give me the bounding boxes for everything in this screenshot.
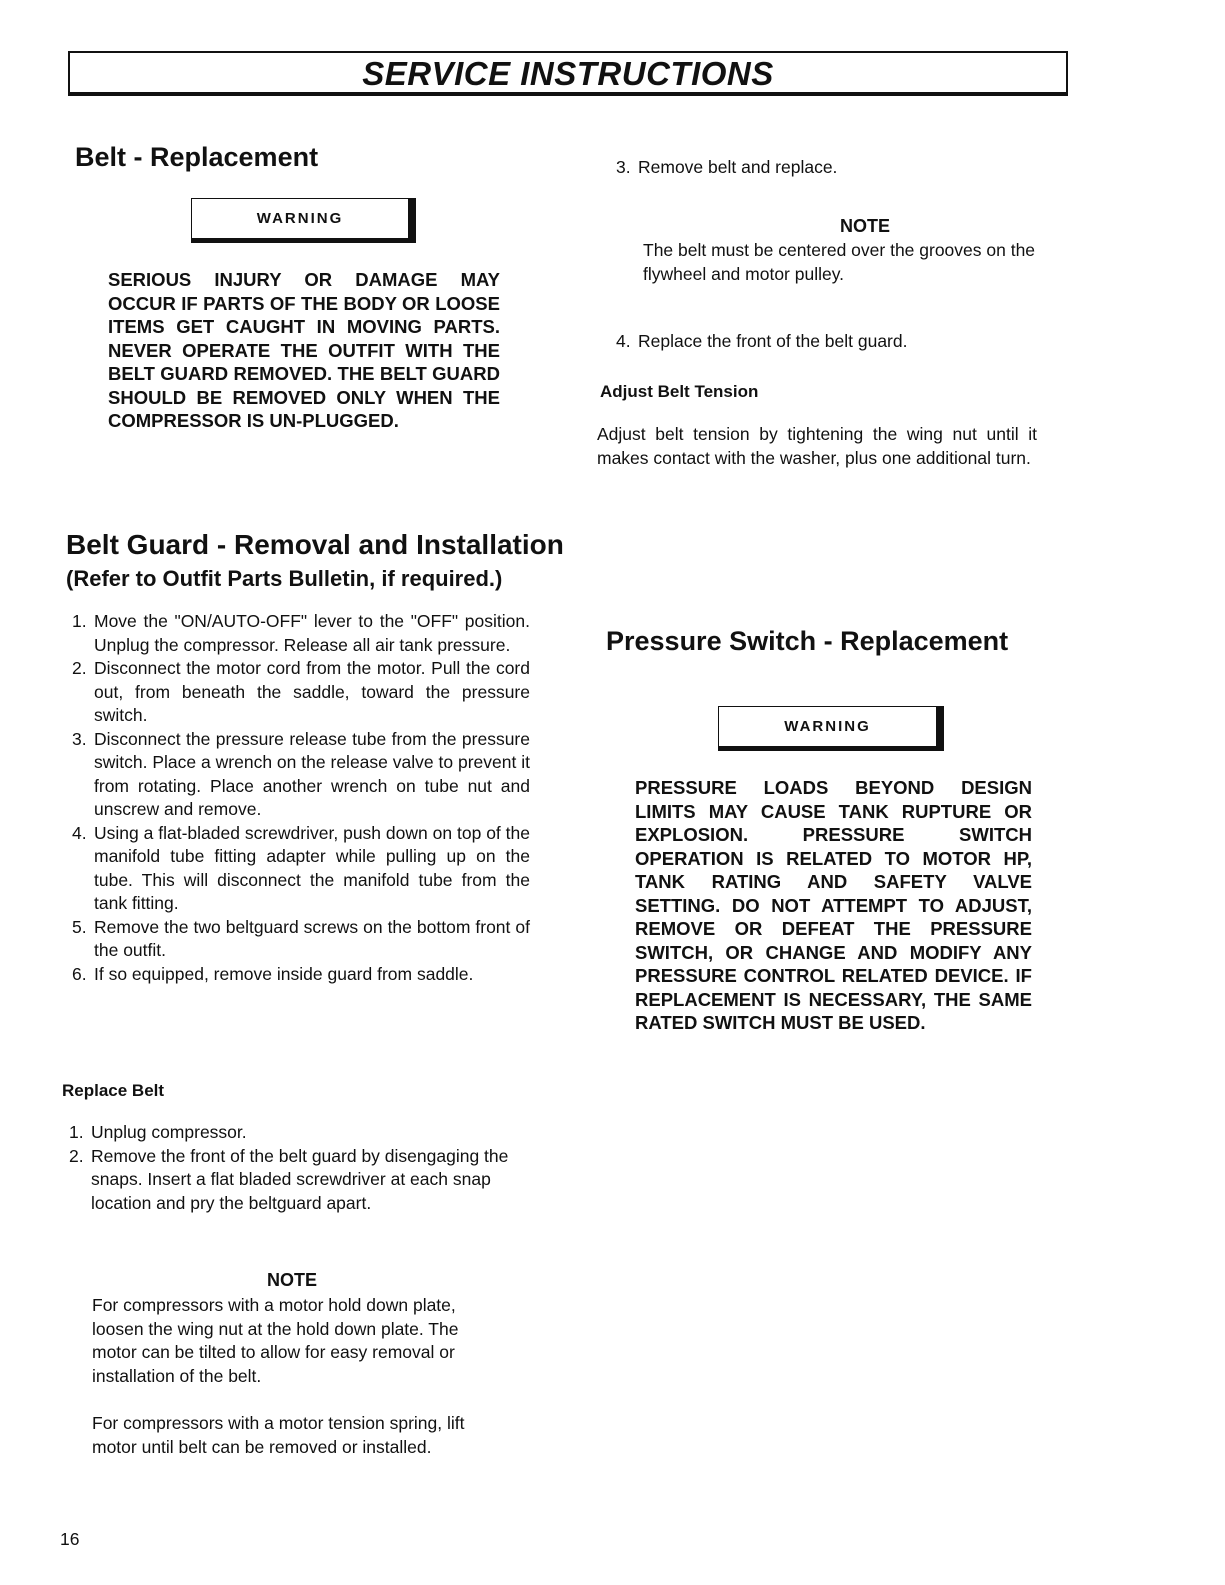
list-item: 1. Unplug compressor. xyxy=(69,1122,247,1142)
list-item: 6. If so equipped, remove inside guard from saddle. xyxy=(72,963,474,984)
warning-text-belt: SERIOUS INJURY OR DAMAGE MAY OCCUR IF PARTS OF THE BODY OR LOOSE ITEMS GET CAUGHT IN MOVING PARTS. NEVER OPERATE THE OUTFIT WITH THE BELT GUARD REMOVED. THE BELT GUARD SHOULD BE REMOVED ONLY WHEN THE COMPRESSOR IS UN-PLUGGED. xyxy=(108,269,500,431)
page-number: 16 xyxy=(60,1529,80,1549)
list-item: 3. Remove belt and replace. xyxy=(616,157,838,177)
note-text: For compressors with a motor hold down plate, loosen the wing nut at the hold down plate. The motor can be tilted to allow for easy removal or installation of the belt. xyxy=(92,1295,459,1386)
belt-guard-steps xyxy=(68,610,530,986)
note-text: For compressors with a motor tension spring, lift motor until belt can be removed or installed. xyxy=(92,1413,465,1457)
page-title: SERVICE INSTRUCTIONS xyxy=(362,55,774,92)
header-box xyxy=(68,51,1068,96)
section-heading-belt-guard: Belt Guard - Removal and Installation xyxy=(66,529,564,560)
list-item: 2. Disconnect the motor cord from the motor. Pull the cord out, from beneath the saddle, toward the pressure switch. xyxy=(72,658,530,725)
list-item: 5. Remove the two beltguard screws on the bottom front of the outfit. xyxy=(72,916,530,960)
list-item: 4. Replace the front of the belt guard. xyxy=(616,331,908,351)
replace-belt-steps xyxy=(65,1121,530,1215)
adjust-tension-text: Adjust belt tension by tightening the wing nut until it makes contact with the washer, plus one additional turn. xyxy=(597,424,1037,468)
note-title: NOTE xyxy=(266,1270,317,1290)
section-heading-belt-replacement: Belt - Replacement xyxy=(75,142,319,172)
right-steps-3 xyxy=(612,156,1032,180)
list-item: 3. Disconnect the pressure release tube from the pressure switch. Place a wrench on the release valve to prevent it from rotating. Place another wrench on tube nut and unscrew and remove. xyxy=(72,728,530,819)
warning-badge: WARNING xyxy=(191,198,416,243)
section-heading-pressure-switch: Pressure Switch - Replacement xyxy=(606,626,1009,656)
list-item: 1. Move the "ON/AUTO-OFF" lever to the "OFF" position. Unplug the compressor. Release all air tank pressure. xyxy=(72,611,530,655)
list-item: 2. Remove the front of the belt guard by disengaging the snaps. Insert a flat bladed screwdriver at each snap location and pry the beltguard apart. xyxy=(69,1145,509,1213)
note-text: The belt must be centered over the grooves on the flywheel and motor pulley. xyxy=(643,240,1036,284)
warning-text-pressure-switch: PRESSURE LOADS BEYOND DESIGN LIMITS MAY CAUSE TANK RUPTURE OR EXPLOSION. PRESSURE SWITCH OPERATION IS RELATED TO MOTOR HP, TANK RATING AND SAFETY VALVE SETTING. DO NOT ATTEMPT TO ADJUST, REMOVE OR DEFEAT THE PRESSURE SWITCH, OR CHANGE AND MODIFY ANY PRESSURE CONTROL RELATED DEVICE. IF REPLACEMENT IS NECESSARY, THE SAME RATED SWITCH MUST BE USED. xyxy=(635,777,1032,1033)
section-subheading-belt-guard: (Refer to Outfit Parts Bulletin, if required.) xyxy=(66,566,503,591)
section-heading-adjust-tension: Adjust Belt Tension xyxy=(600,382,759,401)
list-item: 4. Using a flat-bladed screwdriver, push down on top of the manifold tube fitting adapter while pulling up on the tube. This will disconnect the manifold tube from the tank fitting. xyxy=(72,822,530,913)
note-title: NOTE xyxy=(839,216,890,236)
warning-badge: WARNING xyxy=(718,706,944,751)
section-heading-replace-belt: Replace Belt xyxy=(62,1081,165,1100)
right-steps-4 xyxy=(612,330,1032,354)
